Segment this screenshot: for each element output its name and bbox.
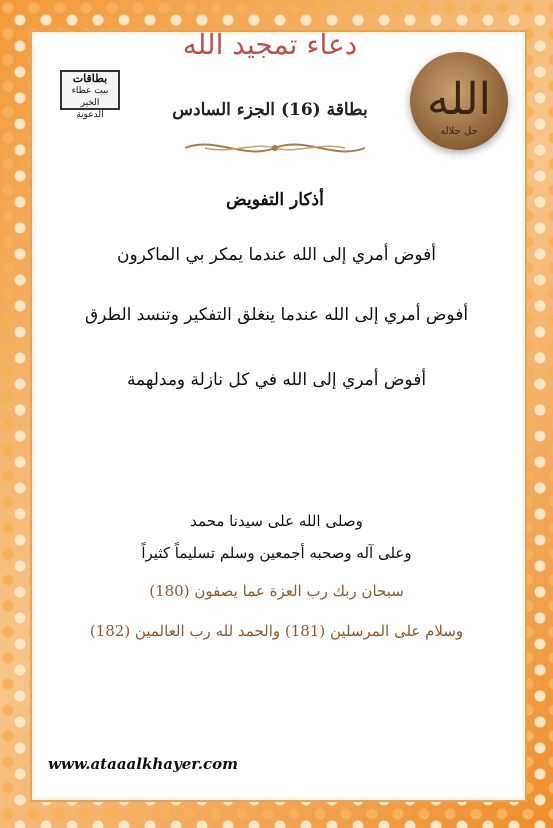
dua-line-3: أفوض أمري إلى الله في كل نازلة ومدلهمة (126, 370, 427, 390)
stamp-line-2: بيت عطاء الخير (71, 86, 109, 108)
closing-line-2: وعلى آله وصحبه أجمعين وسلم تسليماً كثيراً (141, 544, 412, 562)
card-title: دعاء تمجيد الله (182, 28, 358, 61)
ornament-divider (175, 134, 375, 162)
website-url: www.ataaalkhayer.com (48, 755, 238, 773)
closing-line-1: وصلى الله على سيدنا محمد (190, 512, 363, 530)
dua-line-1: أفوض أمري إلى الله عندما يمكر بي الماكرون (116, 245, 437, 265)
section-title: أذكار التفويض (226, 190, 324, 210)
stamp-line-3: الدعوية (76, 110, 104, 120)
dua-line-2: أفوض أمري إلى الله عندما ينغلق التفكير وتنسد الطرق (84, 305, 469, 325)
verse-line-1: سبحان ربك رب العزة عما يصفون (180) (149, 582, 404, 600)
allah-medallion (410, 52, 508, 150)
verse-line-2: وسلام على المرسلين (181) والحمد لله رب العالمين (182) (89, 622, 464, 640)
medallion-glyph: الله (427, 74, 491, 125)
publisher-stamp (60, 70, 120, 120)
medallion-caption: جل جلاله (440, 126, 478, 137)
stamp-line-1: بطاقات (72, 72, 108, 85)
card-subtitle: بطاقة (16) الجزء السادس (172, 100, 368, 120)
